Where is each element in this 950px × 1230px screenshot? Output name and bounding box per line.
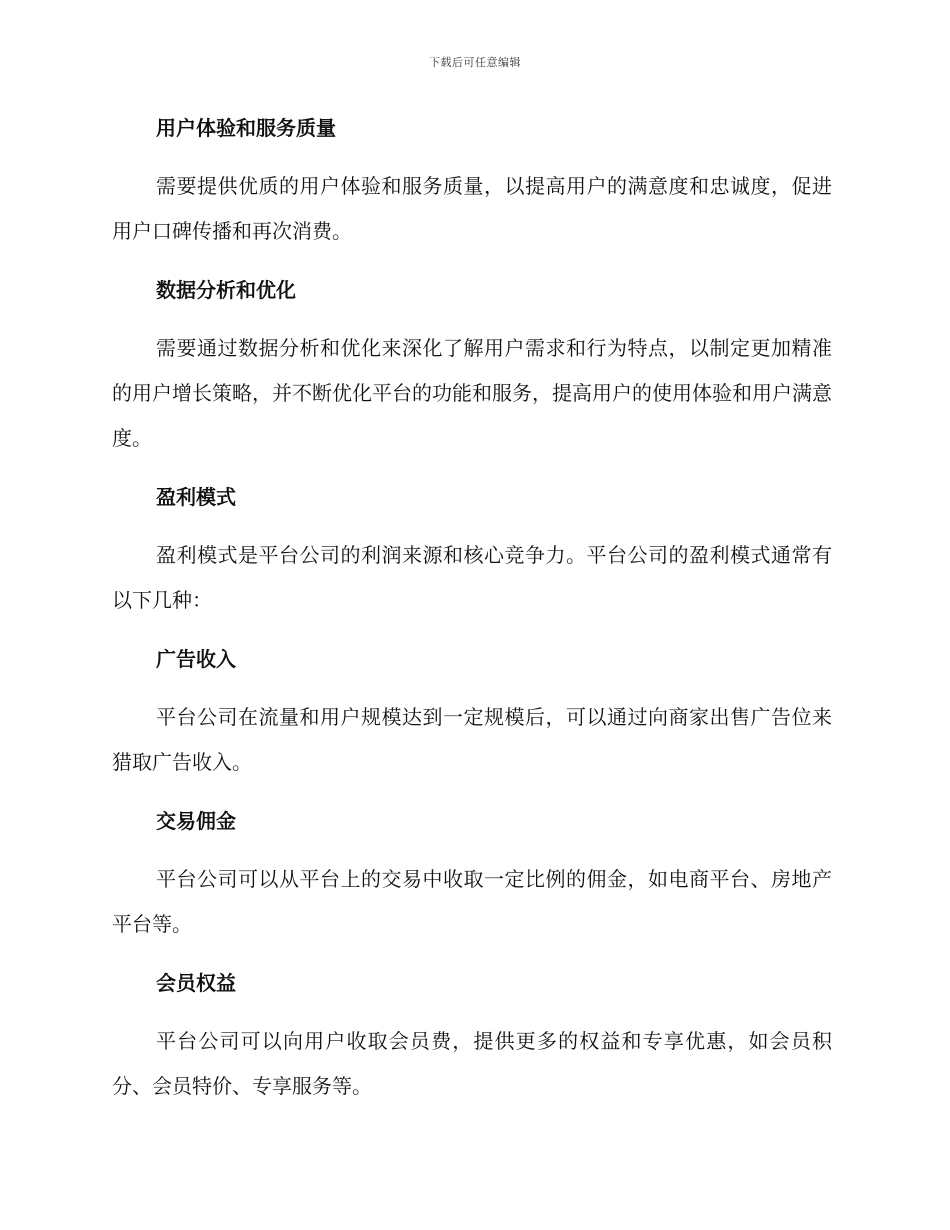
section-paragraph: 需要通过数据分析和优化来深化了解用户需求和行为特点，以制定更加精准的用户增长策略，并不断优化平台的功能和服务，提高用户的使用体验和用户满意度。 [112, 336, 832, 450]
section-profit-model [112, 475, 832, 623]
section-heading: 用户体验和服务质量 [156, 116, 336, 140]
section-ad-revenue [112, 637, 832, 785]
section-heading: 数据分析和优化 [156, 278, 296, 302]
section-data-analysis [112, 268, 832, 461]
section-paragraph: 平台公司可以从平台上的交易中收取一定比例的佣金，如电商平台、房地产平台等。 [112, 867, 832, 936]
section-transaction-commission [112, 799, 832, 947]
section-heading: 盈利模式 [156, 485, 236, 509]
section-user-experience [112, 106, 832, 254]
section-paragraph: 平台公司可以向用户收取会员费，提供更多的权益和专享优惠，如会员积分、会员特价、专享服务等。 [112, 1029, 832, 1098]
document-body [112, 106, 832, 1123]
section-heading: 会员权益 [156, 971, 236, 995]
section-heading: 广告收入 [156, 647, 236, 671]
section-paragraph: 平台公司在流量和用户规模达到一定规模后，可以通过向商家出售广告位来猎取广告收入。 [112, 705, 832, 774]
section-heading: 交易佣金 [156, 809, 236, 833]
page-header: 下载后可任意编辑 [429, 56, 521, 69]
section-paragraph: 需要提供优质的用户体验和服务质量，以提高用户的满意度和忠诚度，促进用户口碑传播和再次消费。 [112, 174, 832, 243]
section-paragraph: 盈利模式是平台公司的利润来源和核心竞争力。平台公司的盈利模式通常有以下几种： [112, 543, 832, 612]
section-membership [112, 961, 832, 1109]
